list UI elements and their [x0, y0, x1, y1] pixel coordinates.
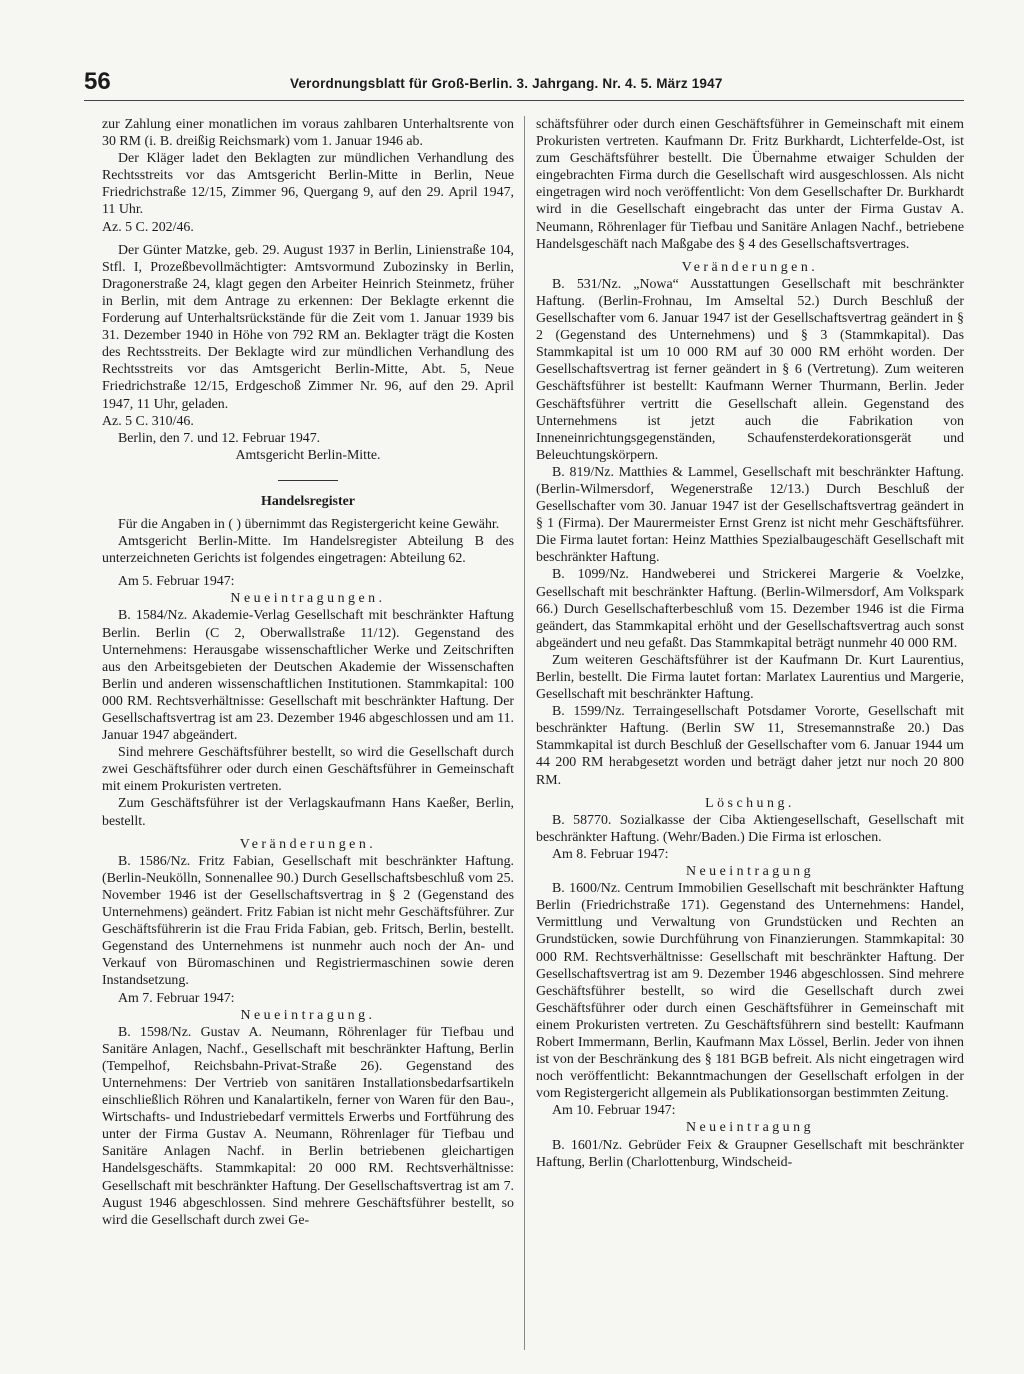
date-heading: Am 10. Februar 1947: [552, 1103, 676, 1119]
paragraph: zur Zahlung einer monatlichen im voraus zahlbaren Unterhaltsrente von 30 RM (i. B. dreißig Reichsmark) vom 1. Januar 1946 ab. [102, 117, 514, 150]
page-header [84, 68, 964, 96]
running-head: Verordnungsblatt für Groß-Berlin. 3. Jahrgang. Nr. 4. 5. März 1947 [290, 76, 723, 91]
paragraph: Der Günter Matzke, geb. 29. August 1937 in Berlin, Linienstraße 104, Stfl. I, Prozeßbevollmächtigter: Amtsvormund Zubozinsky in Berlin, Dragonerstraße 24, klagt gegen den Arbeiter Heinrich Steinmetz, früher in Berlin, mit dem Antrage zu erkennen: Der Beklagte erkennt die Forderung auf Unterhaltsrückstände für die Zeit vom 1. Januar 1939 bis 31. Dezember 1940 in Höhe von 792 RM an. Beklagter trägt die Kosten des Rechtsstreits. Der Beklagte wird zur mündlichen Verhandlung des Rechtsstreits vor das Amtsgericht Berlin-Mitte, Abt. 5, Neue Friedrichstraße 12/15, Erdgeschoß Zimmer Nr. 96, auf den 29. April 1947, 11 Uhr, geladen. [102, 242, 514, 412]
register-entry: B. 819/Nz. Matthies & Lammel, Gesellschaft mit beschränkter Haftung. (Berlin-Wilmersdorf, Wegenerstraße 12/13.) Durch Beschluß der Gesellschafter vom 30. Januar 1947 ist der Gesellschaftsvertrag geändert in § 1 (Firma). Der Maurermeister Ernst Grenz ist nicht mehr Geschäftsführer. Die Firma lautet fortan: Heinz Matthies Spezialbaugeschäft Gesellschaft mit beschränkter Haftung. [536, 464, 964, 566]
paragraph: Für die Angaben in ( ) übernimmt das Registergericht keine Gewähr. [118, 516, 500, 532]
subheading: Löschung. [705, 795, 795, 811]
paragraph: Sind mehrere Geschäftsführer bestellt, so wird die Gesellschaft durch zwei Geschäftsführer oder durch einen Geschäftsführer in Gemeinschaft mit einem Prokuristen vertreten. [102, 745, 514, 795]
paragraph: Der Kläger ladet den Beklagten zur mündlichen Verhandlung des Rechtsstreits vor das Amtsgericht Berlin-Mitte in Berlin, Neue Friedrichstraße 12/15, Zimmer 96, Quergang 9, auf den 29. April 1947, 11 Uhr. [102, 151, 514, 218]
case-number: Az. 5 C. 202/46. [102, 219, 194, 235]
case-number: Az. 5 C. 310/46. [102, 413, 194, 429]
date-heading: Am 5. Februar 1947: [118, 574, 235, 590]
section-separator [278, 480, 338, 481]
subheading: Veränderungen. [239, 836, 377, 852]
register-entry: B. 1099/Nz. Handweberei und Strickerei Margerie & Voelzke, Gesellschaft mit beschränkter Haftung. (Berlin-Wilmersdorf, Am Volkspark 66.) Durch Gesellschafterbeschluß vom 15. Dezember 1946 ist die Firma geändert, das Stammkapital erhöht und der Gesellschaftsvertrag auch sonst abgeändert und neu gefaßt. Das Stammkapital beträgt nunmehr 40 000 RM. [536, 567, 964, 651]
right-column [536, 116, 964, 1171]
subheading: Neueintragung [685, 864, 815, 880]
register-entry: B. 1598/Nz. Gustav A. Neumann, Röhrenlager für Tiefbau und Sanitäre Anlagen, Nachf., Gesellschaft mit beschränkter Haftung, Berlin (Tempelhof, Reichsbahn-Privat-Straße 26). Gegenstand des Unternehmens: Der Vertrieb von sanitären Installationsbedarfsartikeln einschließlich Röhren und Kanalartikeln, ferner von Waren für den Bau-, Wirtschafts- und Industriebedarf vermittels Erwerbs und Fortführung des unter der Firma Gustav A. Neumann, Röhrenlager für Tiefbau und Sanitäre Anlagen Nachf. in Berlin betriebenen gleichartigen Handelsgeschäfts. Stammkapital: 20 000 RM. Rechtsverhältnisse: Gesellschaft mit beschränkter Haftung. Der Gesellschaftsvertrag ist am 7. August 1946 abgeschlossen. Sind mehrere Geschäftsführer bestellt, so wird die Gesellschaft durch zwei Ge- [102, 1024, 514, 1228]
register-entry: B. 1599/Nz. Terraingesellschaft Potsdamer Vororte, Gesellschaft mit beschränkter Haftung. (Berlin SW 11, Stresemannstraße 20.) Das Stammkapital ist durch Beschluß der Gesellschafter vom 6. Januar 1944 um 44 200 RM herabgesetzt worden und beträgt daher jetzt nur noch 20 800 RM. [536, 704, 964, 788]
subheading: Veränderungen. [681, 259, 819, 275]
left-column [102, 116, 514, 1229]
subheading: Neueintragungen. [230, 591, 386, 607]
register-entry: B. 1584/Nz. Akademie-Verlag Gesellschaft mit beschränkter Haftung Berlin. Berlin (C 2, Oberwallstraße 11/12). Gegenstand des Unternehmens: Herausgabe wissenschaftlicher Werke und Zeitschriften aus den Arbeitsgebieten der Deutschen Akademie der Wissenschaften Berlin und anderen wissenschaftlichen Institutionen. Stammkapital: 100 000 RM. Rechtsverhältnisse: Gesellschaft mit beschränkter Haftung. Der Gesellschaftsvertrag ist am 23. Dezember 1946 abgeschlossen und am 11. Januar 1947 abgeändert. [102, 608, 514, 744]
date-heading: Am 7. Februar 1947: [118, 990, 235, 1006]
section-title: Handelsregister [261, 493, 355, 509]
register-entry: B. 1601/Nz. Gebrüder Feix & Graupner Gesellschaft mit beschränkter Haftung, Berlin (Charlottenburg, Windscheid- [536, 1137, 964, 1170]
header-rule [84, 100, 964, 101]
subheading: Neueintragung. [240, 1007, 376, 1023]
paragraph: Zum Geschäftsführer ist der Verlagskaufmann Hans Kaeßer, Berlin, bestellt. [102, 796, 514, 829]
paragraph: schäftsführer oder durch einen Geschäftsführer in Gemeinschaft mit einem Prokuristen vertreten. Kaufmann Dr. Fritz Burkhardt, Lichterfelde-Ost, ist zum Geschäftsführer bestellt. Die Übernahme etwaiger Schulden der eingebrachten Firma durch die Gesellschaft wird ausgeschlossen. Als nicht eingetragen wird noch veröffentlicht: Von dem Gesellschafter Dr. Burkhardt wird in die Gesellschaft eingebracht das unter der Firma Gustav A. Neumann, Röhrenlager für Tiefbau und Sanitäre Anlagen Nachf., betriebene Handelsgeschäft nach Maßgabe des § 4 des Gesellschaftsvertrages. [536, 117, 964, 252]
date-line: Berlin, den 7. und 12. Februar 1947. [118, 430, 321, 446]
register-entry: B. 58770. Sozialkasse der Ciba Aktiengesellschaft, Gesellschaft mit beschränkter Haftung. (Wehr/Baden.) Die Firma ist erloschen. [536, 812, 964, 845]
date-heading: Am 8. Februar 1947: [552, 846, 669, 862]
subheading: Neueintragung [685, 1120, 815, 1136]
register-entry: B. 1586/Nz. Fritz Fabian, Gesellschaft mit beschränkter Haftung. (Berlin-Neukölln, Sonnenallee 90.) Durch Gesellschaftsbeschluß vom 25. November 1946 ist der Gesellschaftsvertrag in § 2 (Gegenstand des Unternehmens) geändert. Fritz Fabian ist nicht mehr Geschäftsführer. Zur Geschäftsführerin ist die Frau Frida Fabian, geb. Fritsch, Berlin, bestellt. Gegenstand des Unternehmens ist nunmehr auch noch der An- und Verkauf von Büromaschinen und Registriermaschinen sowie deren Instandsetzung. [102, 853, 514, 989]
register-entry: B. 531/Nz. „Nowa“ Ausstattungen Gesellschaft mit beschränkter Haftung. (Berlin-Frohnau, Im Amseltal 52.) Durch Beschluß der Gesellschafter vom 6. Januar 1947 ist der Gesellschaftsvertrag geändert in § 2 (Gegenstand des Unternehmens) und § 3 (Stammkapital). Das Stammkapital ist um 10 000 RM auf 30 000 RM erhöht worden. Der Gesellschaftsvertrag ist ferner geändert in § 6 (Vertretung). Zum weiteren Geschäftsführer ist bestellt: Kaufmann Werner Thurmann, Berlin. Jeder Geschäftsführer vertritt die Gesellschaft allein. Gegenstand des Unternehmens ist jetzt auch die Fabrikation von Inneneinrichtungsgegenständen, Schaufensterdekorationsgerät und Beleuchtungskörpern. [536, 276, 964, 463]
column-divider [524, 116, 525, 1350]
register-entry: B. 1600/Nz. Centrum Immobilien Gesellschaft mit beschränkter Haftung Berlin (Friedrichstraße 171). Gegenstand des Unternehmens: Handel, Vermittlung und Verwaltung von Grundstücken und Rechten an Grundstücken, sowie Durchführung von Finanzierungen. Stammkapital: 30 000 RM. Rechtsverhältnisse: Gesellschaft mit beschränkter Haftung. Der Gesellschaftsvertrag ist am 9. Dezember 1946 abgeschlossen. Sind mehrere Geschäftsführer bestellt, so wird die Gesellschaft durch zwei Geschäftsführer oder durch einen Geschäftsführer in Gemeinschaft mit einem Prokuristen vertreten. Zu Geschäftsführern sind bestellt: Kaufmann Robert Immermann, Berlin, Kaufmann Max Lössel, Berlin. Jeder von ihnen ist von der Beschränkung des § 181 BGB befreit. Als nicht eingetragen wird noch veröffentlicht: Bekanntmachungen der Gesellschaft erfolgen in der vom Registergericht allgemein als Publikationsorgan bestimmten Zeitung. [536, 881, 964, 1102]
paragraph: Zum weiteren Geschäftsführer ist der Kaufmann Dr. Kurt Laurentius, Berlin, bestellt. Die Firma lautet fortan: Marlatex Laurentius und Margerie, Gesellschaft mit beschränkter Haftung. [536, 652, 964, 703]
signature-court: Amtsgericht Berlin-Mitte. [235, 447, 381, 463]
paragraph: Amtsgericht Berlin-Mitte. Im Handelsregister Abteilung B des unterzeichneten Gerichts ist folgendes eingetragen: Abteilung 62. [102, 534, 514, 567]
page-number: 56 [84, 68, 111, 95]
